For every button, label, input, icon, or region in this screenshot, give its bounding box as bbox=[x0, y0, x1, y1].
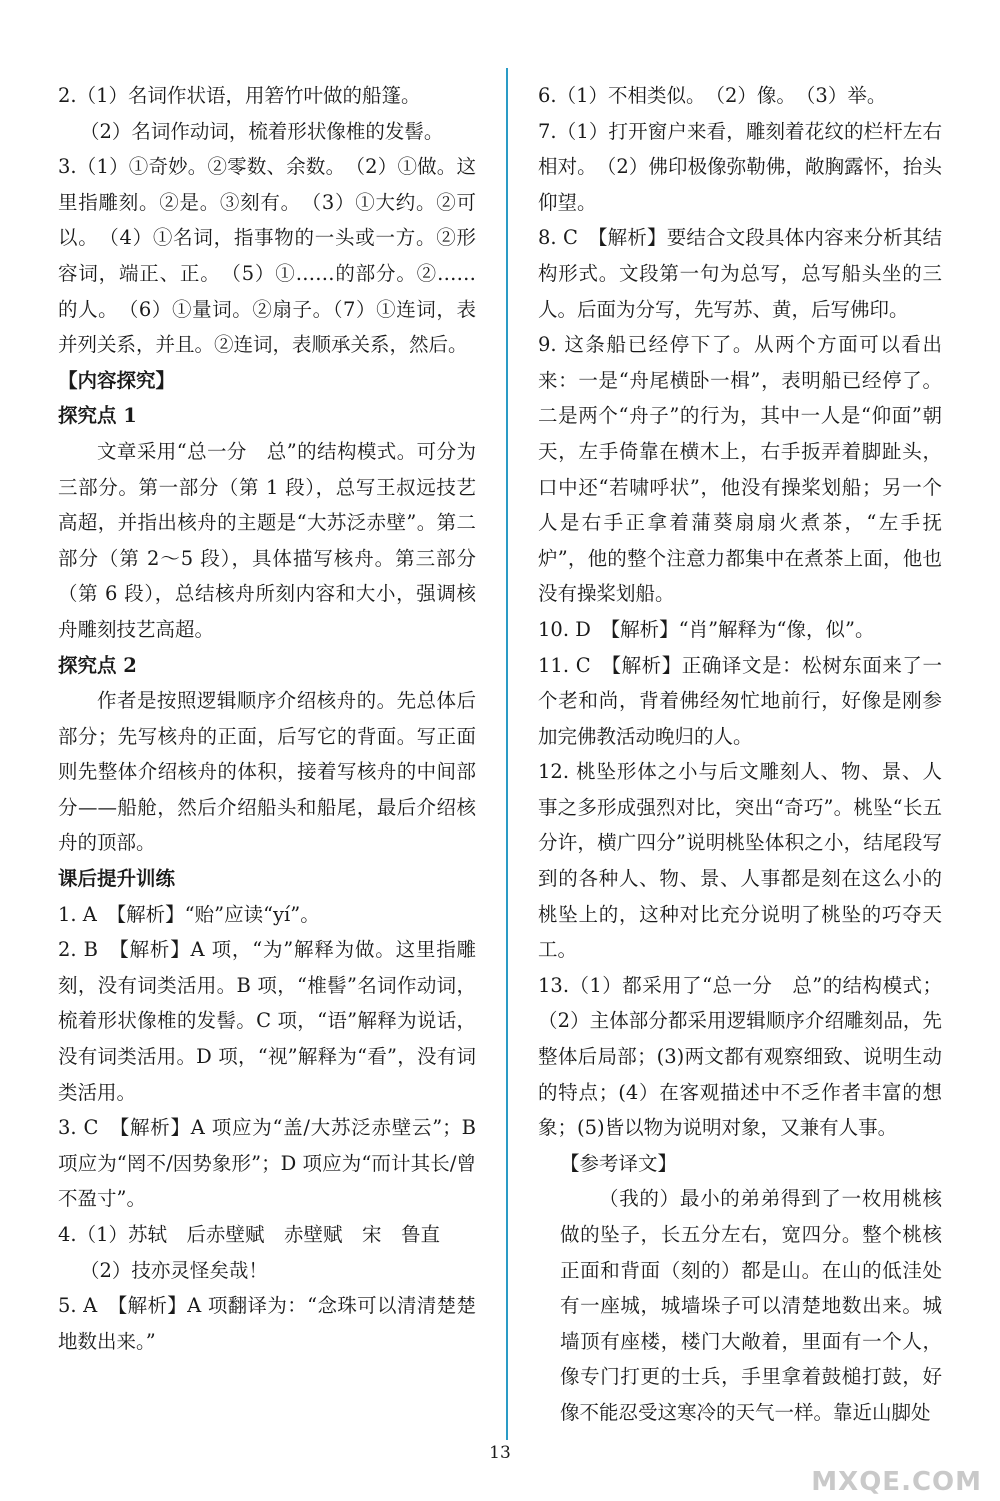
left-paragraph: 文章采用“总一分 总”的结构模式。可分为三部分。第一部分（第 1 段），总写王叔远技艺高超，并指出核舟的主题是“大苏泛赤壁”。第二部分（第 2～5 段），具体描写核舟。第三部分（第 6 段），总结核舟所刻内容和大小，强调核舟雕刻技艺高超。 bbox=[58, 439, 476, 641]
right-paragraph: 11. C 【解析】正确译文是：松树东面来了一个老和尚，背着佛经匆忙地前行，好像是刚参加完佛教活动晚归的人。 bbox=[538, 653, 942, 748]
left-column bbox=[58, 78, 476, 1359]
column-divider bbox=[506, 68, 508, 1440]
right-paragraph: 【参考译文】 bbox=[560, 1151, 678, 1175]
page-number: 13 bbox=[489, 1443, 511, 1463]
right-paragraph: 7.（1）打开窗户来看，雕刻着花纹的栏杆左右相对。 （2）佛印极像弥勒佛，敞胸露怀，抬头仰望。 bbox=[538, 119, 942, 214]
left-paragraph: 1. A 【解析】“贻”应读“yí”。 bbox=[58, 902, 320, 926]
left-paragraph: 3.（1）①奇妙。②零数、余数。 （2）①做。这里指雕刻。②是。③刻有。 （3）①大约。②可以。 （4）①名词，指事物的一头或一方。②形容词，端正、正。 （5）①……的部分。②……的人。 （6）①量词。②扇子。（7）①连词，表并列关系，并且。②连词，表顺承关系，然后。 bbox=[58, 155, 476, 357]
left-paragraph: 探究点 1 bbox=[58, 404, 137, 428]
right-column bbox=[538, 78, 942, 1431]
right-paragraph: 10. D 【解析】“肖”解释为“像，似”。 bbox=[538, 617, 875, 641]
left-paragraph: 2. B 【解析】A 项，“为”解释为做。这里指雕刻，没有词类活用。B 项，“椎髻”名词作动词，梳着形状像椎的发髻。C 项，“语”解释为说话，没有词类活用。D 项，“视”解释为“看”，没有词类活用。 bbox=[58, 938, 476, 1104]
left-paragraph: 课后提升训练 bbox=[58, 867, 176, 891]
left-paragraph: 【内容探究】 bbox=[58, 368, 176, 392]
watermark-logo: MXQE.COM bbox=[811, 1467, 982, 1497]
left-paragraph: （2）技亦灵怪矣哉！ bbox=[80, 1258, 268, 1282]
left-paragraph: 2.（1）名词作状语，用箬竹叶做的船篷。 bbox=[58, 84, 421, 107]
right-paragraph: 6.（1）不相类似。 （2）像。 （3）举。 bbox=[538, 84, 887, 107]
right-paragraph: 12. 桃坠形体之小与后文雕刻人、物、景、人事之多形成强烈对比，突出“奇巧”。桃坠“长五分许，横广四分”说明桃坠体积之小，结尾段写到的各种人、物、景、人事都是刻在这么小的桃坠上的，这种对比充分说明了桃坠的巧夺天工。 bbox=[538, 760, 942, 962]
left-paragraph: （2）名词作动词，梳着形状像椎的发髻。 bbox=[80, 119, 444, 143]
right-paragraph: 9. 这条船已经停下了。从两个方面可以看出来：一是“舟尾横卧一楫”，表明船已经停了。二是两个“舟子”的行为，其中一人是“仰面”朝天，左手倚靠在横木上，右手扳弄着脚趾头，口中还“若啸呼状”，他没有操桨划船；另一个人是右手正拿着蒲葵扇扇火煮茶，“左手抚炉”，他的整个注意力都集中在煮茶上面，他也没有操桨划船。 bbox=[538, 333, 942, 606]
left-paragraph: 探究点 2 bbox=[58, 653, 137, 677]
right-paragraph: （我的）最小的弟弟得到了一枚用桃核做的坠子，长五分左右，宽四分。整个桃核正面和背面（刻的）都是山。在山的低洼处有一座城，城墙垛子可以清楚地数出来。城墙顶有座楼，楼门大敞着，里面有一个人，像专门打更的士兵，手里拿着鼓槌打鼓，好像不能忍受这寒冷的天气一样。靠近山脚处 bbox=[560, 1187, 942, 1424]
left-paragraph: 5. A 【解析】A 项翻译为：“念珠可以清清楚楚地数出来。” bbox=[58, 1294, 476, 1353]
left-paragraph: 3. C 【解析】A 项应为“盖/大苏泛赤壁云”；B 项应为“罔不/因势象形”；D 项应为“而计其长/曾不盈寸”。 bbox=[58, 1116, 476, 1211]
right-paragraph: 8. C 【解析】要结合文段具体内容来分析其结构形式。文段第一句为总写，总写船头坐的三人。后面为分写，先写苏、黄，后写佛印。 bbox=[538, 226, 942, 321]
left-paragraph: 4.（1）苏轼 后赤壁赋 赤壁赋 宋 鲁直 bbox=[58, 1223, 441, 1246]
left-paragraph: 作者是按照逻辑顺序介绍核舟的。先总体后部分；先写核舟的正面，后写它的背面。写正面则先整体介绍核舟的体积，接着写核舟的中间部分——船舱，然后介绍船头和船尾，最后介绍核舟的顶部。 bbox=[58, 689, 476, 855]
right-paragraph: 13.（1）都采用了“总一分 总”的结构模式；（2）主体部分都采用逻辑顺序介绍雕刻品，先整体后局部；(3)两文都有观察细致、说明生动的特点；(4）在客观描述中不乏作者丰富的想象；(5)皆以物为说明对象，又兼有人事。 bbox=[538, 973, 942, 1140]
